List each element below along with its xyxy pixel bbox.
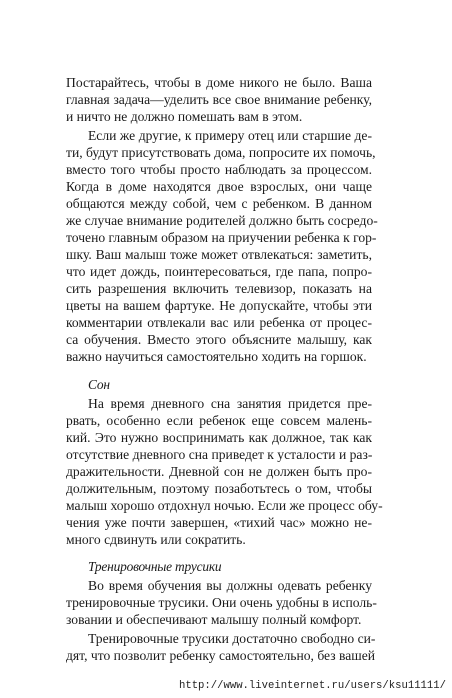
text-line: главная задача—уделить все свое внимание ребенку,	[66, 92, 372, 107]
text-line: Если же другие, к примеру отец или старшие де-	[88, 128, 372, 143]
text-line: отсутствие дневного сна приведет к усталости и раз-	[66, 447, 373, 462]
text-line: малыш хорошо отдохнул ночью. Если же процесс обу-	[66, 498, 383, 513]
text-line: много сдвинуть или сократить.	[66, 532, 246, 547]
text-line: вместо того чтобы просто наблюдать за процессом.	[66, 162, 372, 177]
text-line: Постарайтесь, чтобы в доме никого не было. Ваша	[66, 75, 372, 90]
section-heading-sleep: Сон	[88, 377, 110, 392]
text-line: Когда в доме находятся двое взрослых, они чаще	[66, 179, 372, 194]
text-line: ти, будут присутствовать дома, попросите их помочь,	[66, 145, 376, 160]
text-line: чения уже почти завершен, «тихий час» можно не-	[66, 515, 372, 530]
text-line: дят, что позволит ребенку самостоятельно, без вашей	[66, 648, 376, 663]
text-line: рвать, особенно если ребенок еще совсем малень-	[66, 413, 372, 428]
text-line: сить разрешения включить телевизор, показать на	[66, 281, 372, 296]
text-line: На время дневного сна занятия придется пре-	[88, 396, 372, 411]
text-line: важно научиться самостоятельно ходить на горшок.	[66, 349, 367, 364]
text-line: же случае внимание родителей должно быть сосредо-	[66, 213, 378, 228]
text-line: что идет дождь, поинтересоваться, где папа, попро-	[66, 264, 372, 279]
text-line: цветы на вашем фартуке. Не допускайте, чтобы эти	[66, 298, 372, 313]
text-line: са обучения. Вместо этого объясните малышу, как	[66, 332, 372, 347]
text-line: шку. Ваш малыш тоже может отвлекаться: заметить,	[66, 247, 372, 262]
text-line: комментарии отвлекали вас или ребенка от процес-	[66, 315, 372, 330]
text-line: точено главным образом на приучении ребенка к гор-	[66, 230, 377, 245]
text-line: тренировочные трусики. Они очень удобны в исполь-	[66, 595, 377, 610]
text-line: должительным, поэтому позаботьтесь о том, чтобы	[66, 481, 372, 496]
text-line: зовании и обеспечивают малышу полный комфорт.	[66, 612, 362, 627]
text-line: общаются между собой, чем с ребенком. В данном	[66, 196, 372, 211]
text-line: Во время обучения вы должны одевать ребенку	[88, 578, 372, 593]
text-line: и ничто не должно помешать вам в этом.	[66, 109, 303, 124]
text-line: кий. Это нужно воспринимать как должное, так как	[66, 430, 372, 445]
text-line: Тренировочные трусики достаточно свободно си-	[88, 631, 376, 646]
section-heading-training-pants: Тренировочные трусики	[88, 559, 222, 574]
source-url[interactable]: http://www.liveinternet.ru/users/ksu11111/	[178, 680, 446, 692]
text-line: дражительности. Дневной сон не должен быть про-	[66, 464, 372, 479]
